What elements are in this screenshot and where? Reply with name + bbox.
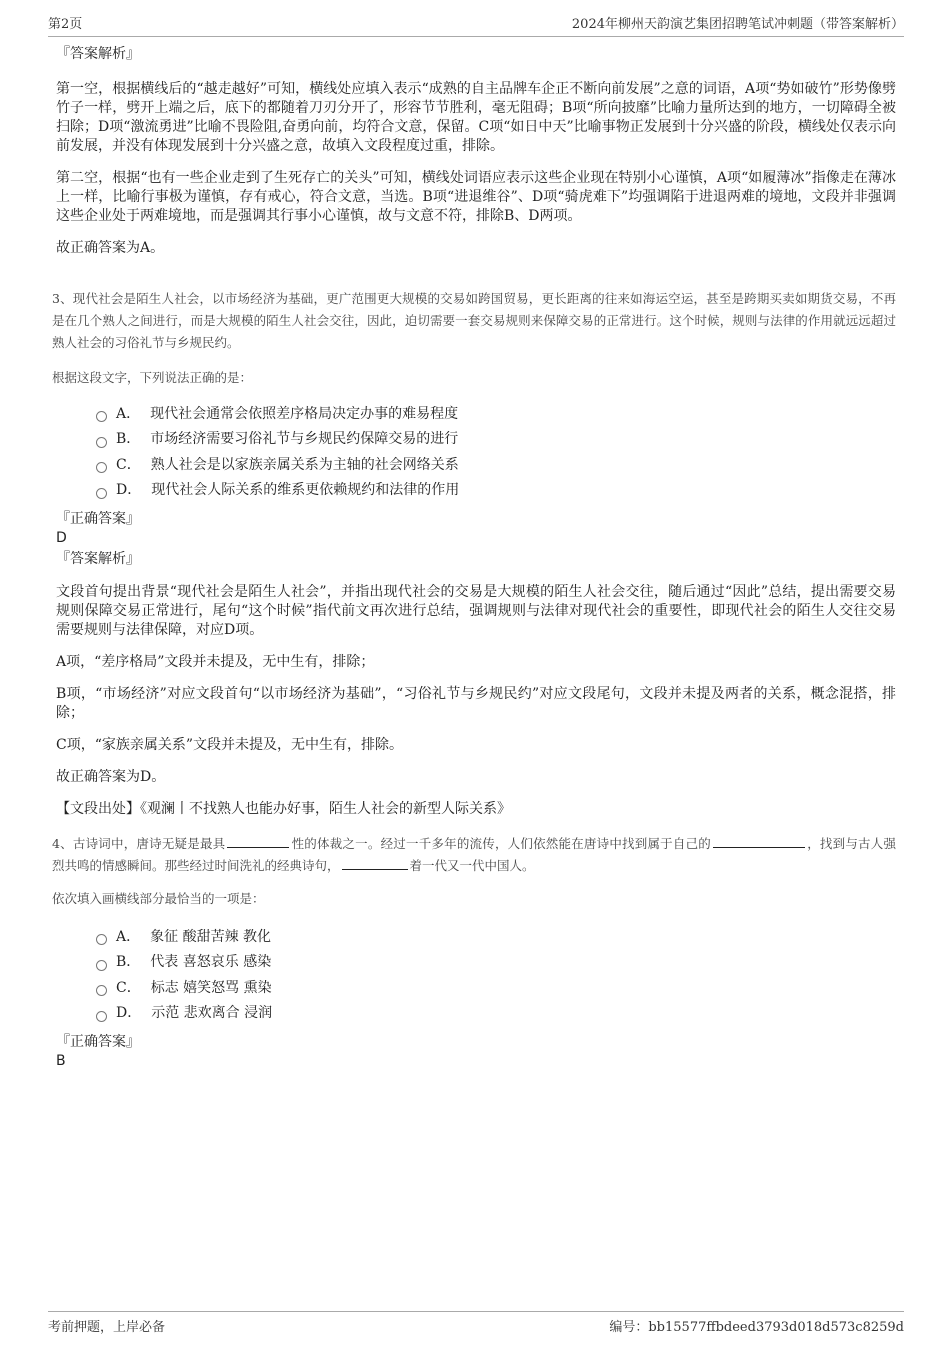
q3-analysis-label: 『答案解析』 xyxy=(56,551,140,567)
q3-answer-label: 『正确答案』 xyxy=(56,511,140,527)
q4-options xyxy=(96,924,896,1026)
q3-option-c[interactable]: C． 熟人社会是以家族亲属关系为主轴的社会网络关系 xyxy=(96,452,896,478)
footer-slogan: 考前押题，上岸必备 xyxy=(48,1320,166,1335)
q2-conclusion: 故正确答案为A。 xyxy=(56,240,165,256)
blank-3 xyxy=(342,857,408,870)
q4-option-a[interactable]: A． 象征 酸甜苦辣 教化 xyxy=(96,924,896,950)
page-footer xyxy=(48,1311,904,1335)
radio-icon[interactable] xyxy=(96,985,107,996)
blank-2 xyxy=(713,835,805,848)
radio-icon[interactable] xyxy=(96,411,107,422)
q2-analysis-para-2: 第二空，根据“也有一些企业走到了生死存亡的关头”可知，横线处词语应表示这些企业现在特别小心谨慎，A项“如履薄冰”指像走在薄冰上一样，比喻行事极为谨慎，存有戒心，符合文意，当选。B项“进退维谷”、D项“骑虎难下”均强调陷于进退两难的境地，文段并非强调这些企业处于两难境地，而是强调其行事小心谨慎，故与文意不符，排除B、D两项。 xyxy=(56,170,896,224)
q4-option-b[interactable]: B． 代表 喜怒哀乐 感染 xyxy=(96,950,896,976)
radio-icon[interactable] xyxy=(96,960,107,971)
q3-conclusion: 故正确答案为D。 xyxy=(56,769,166,785)
radio-icon[interactable] xyxy=(96,437,107,448)
radio-icon[interactable] xyxy=(96,934,107,945)
blank-1 xyxy=(227,835,289,848)
q3-answer: D xyxy=(56,530,67,546)
q3-analysis-para-2: A项，“差序格局”文段并未提及，无中生有，排除； xyxy=(56,654,375,670)
q4-prompt: 依次填入画横线部分最恰当的一项是： xyxy=(52,891,265,906)
q3-analysis-para-4: C项，“家族亲属关系”文段并未提及，无中生有，排除。 xyxy=(56,737,404,753)
q2-analysis-label: 『答案解析』 xyxy=(56,46,140,62)
document-id: 编号：bb15577ffbdeed3793d018d573c8259d xyxy=(609,1320,904,1335)
page-number: 第2页 xyxy=(48,17,83,32)
radio-icon[interactable] xyxy=(96,1011,107,1022)
q3-option-b[interactable]: B． 市场经济需要习俗礼节与乡规民约保障交易的进行 xyxy=(96,427,896,453)
page-content xyxy=(52,44,896,1070)
q4-option-c[interactable]: C． 标志 嬉笑怒骂 熏染 xyxy=(96,975,896,1001)
q4-option-d[interactable]: D． 示范 悲欢离合 浸润 xyxy=(96,1001,896,1027)
document-title: 2024年柳州天韵演艺集团招聘笔试冲刺题（带答案解析） xyxy=(571,17,904,32)
q2-analysis-para-1: 第一空，根据横线后的“越走越好”可知，横线处应填入表示“成熟的自主品牌车企正不断向前发展”之意的词语，A项“势如破竹”形势像劈竹子一样，劈开上端之后，底下的都随着刀刃分开了，形容节节胜利，毫无阻碍；B项“所向披靡”比喻力量所达到的地方，一切障碍全被扫除；D项“激流勇进”比喻不畏险阻,奋勇向前，均符合文意，保留。C项“如日中天”比喻事物正发展到十分兴盛的阶段，横线处仅表示向前发展，并没有体现发展到十分兴盛之意，故填入文段程度过重，排除。 xyxy=(56,81,896,154)
q3-analysis-para-3: B项，“市场经济”对应文段首句“以市场经济为基础”，“习俗礼节与乡规民约”对应文段尾句，文段并未提及两者的关系，概念混搭，排除； xyxy=(56,686,896,721)
q4-answer: B xyxy=(56,1053,66,1069)
q3-analysis-para-1: 文段首句提出背景“现代社会是陌生人社会”，并指出现代社会的交易是大规模的陌生人社会交往，随后通过“因此”总结，提出需要交易规则保障交易正常进行，尾句“这个时候”指代前文再次进行总结，强调规则与法律对现代社会的重要性，即现代社会的陌生人交往交易需要规则与法律保障，对应D项。 xyxy=(56,584,896,638)
q3-option-d[interactable]: D． 现代社会人际关系的维系更依赖规约和法律的作用 xyxy=(96,478,896,504)
radio-icon[interactable] xyxy=(96,462,107,473)
q3-prompt: 根据这段文字，下列说法正确的是： xyxy=(52,370,253,385)
q4-stem: 4、古诗词中，唐诗无疑是最具 性的体裁之一。经过一千多年的流传，人们依然能在唐诗中找到属于自己的 ，找到与古人强烈共鸣的情感瞬间。那些经过时间洗礼的经典诗句， 着一代又一代中国人。 xyxy=(52,836,896,873)
radio-icon[interactable] xyxy=(96,488,107,499)
q3-option-a[interactable]: A． 现代社会通常会依照差序格局决定办事的难易程度 xyxy=(96,401,896,427)
q3-source: 【文段出处】《观澜丨不找熟人也能办好事，陌生人社会的新型人际关系》 xyxy=(56,801,511,817)
q4-answer-label: 『正确答案』 xyxy=(56,1034,140,1050)
q3-stem: 3、现代社会是陌生人社会，以市场经济为基础，更广范围更大规模的交易如跨国贸易，更长距离的往来如海运空运，甚至是跨期买卖如期货交易，不再是在几个熟人之间进行，而是大规模的陌生人社会交往，因此，迫切需要一套交易规则来保障交易的正常进行。这个时候，规则与法律的作用就远远超过熟人社会的习俗礼节与乡规民约。 xyxy=(52,291,896,350)
q3-options xyxy=(96,401,896,503)
page-header xyxy=(48,13,904,37)
